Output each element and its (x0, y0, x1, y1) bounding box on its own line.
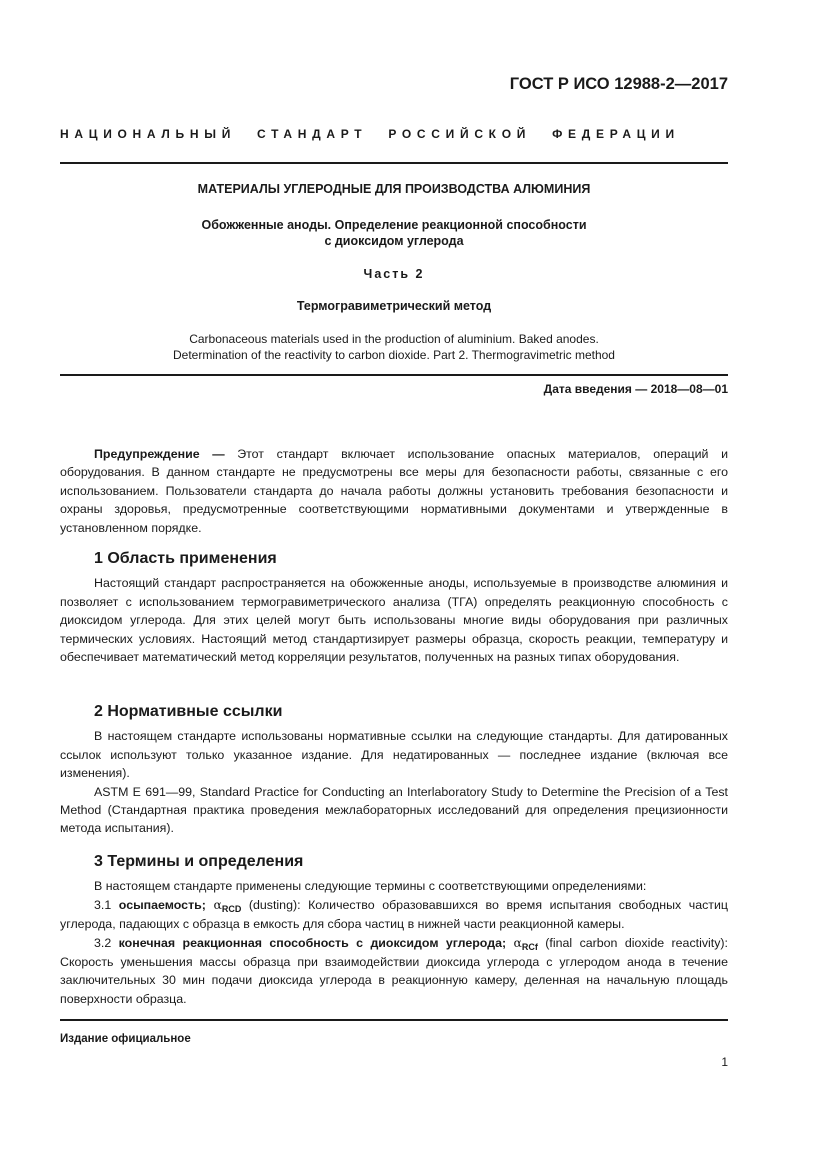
section-paragraph: Настоящий стандарт распространяется на обожженные аноды, используемые в производстве алюминия и позволяет с использованием термогравиметрического анализа (ТГА) определять реакционную способность с диоксидом углерода. Для этих целей могут быть использованы многие виды оборудования при различных термических условиях. Настоящий метод стандартизирует размеры образца, скорость реакции, температуру и обеспечивает математический метод корреляции результатов, полученных на разных типах оборудования. (60, 576, 728, 665)
section-heading: 2 Нормативные ссылки (94, 703, 283, 720)
term-symbol: α (213, 896, 222, 912)
term-name: осыпаемость; (118, 897, 206, 912)
section-paragraph: ASTM E 691—99, Standard Practice for Conducting an Interlaboratory Study to Determine the Precision of a Test Method (Стандартная практика проведения межлабораторных исследований для определения прецизионности метода испытания). (60, 784, 728, 836)
official-edition-label: Издание официальное (60, 1033, 191, 1045)
warning-paragraph (60, 445, 728, 537)
section-heading: 3 Термины и определения (94, 853, 304, 870)
english-title (60, 331, 728, 363)
warning-block (60, 445, 728, 537)
term-text: (final carbon dioxide reactivity): Скорость уменьшения массы образца при взаимодействии диоксида углерода с углеродом анода в течение заключительных 30 мин подачи диоксида углерода в реакционную камеру, деленная на начальную площадь поверхности образца. (60, 935, 728, 1006)
warning-label: Предупреждение — (94, 447, 225, 461)
subtitle-line-2: с диоксидом углерода (324, 234, 464, 248)
english-title-line-2: Determination of the reactivity to carbon dioxide. Part 2. Thermogravimetric method (173, 348, 615, 362)
document-title: МАТЕРИАЛЫ УГЛЕРОДНЫЕ ДЛЯ ПРОИЗВОДСТВА АЛЮМИНИЯ (197, 182, 591, 196)
term-number: 3.1 (94, 897, 119, 912)
term-symbol: α (513, 934, 522, 950)
english-title-line-1: Carbonaceous materials used in the production of aluminium. Baked anodes. (189, 332, 599, 346)
term-subscript: RCf (521, 941, 538, 952)
method-title: Термогравиметрический метод (296, 299, 492, 313)
part-label: Часть 2 (363, 267, 425, 281)
section-paragraph: В настоящем стандарте применены следующие термины с соответствующими определениями: (94, 879, 647, 894)
national-standard-banner: НАЦИОНАЛЬНЫЙ СТАНДАРТ РОССИЙСКОЙ ФЕДЕРАЦИИ (60, 127, 680, 141)
subtitle-line-1: Обожженные аноды. Определение реакционной способности (201, 218, 587, 232)
section-paragraph: В настоящем стандарте использованы нормативные ссылки на следующие стандарты. Для датированных ссылок используют только указанное издание. Для недатированных — последнее издание (включая все изменения). (60, 729, 728, 781)
introduction-date: Дата введения — 2018—08—01 (543, 382, 728, 396)
term-number: 3.2 (94, 935, 119, 950)
section-normative-references (60, 703, 728, 838)
term-subscript: RCD (221, 903, 242, 914)
footer-rule (60, 1019, 728, 1021)
term-definition (60, 934, 728, 1009)
gost-code: ГОСТ Р ИСО 12988-2—2017 (509, 75, 728, 93)
section-heading: 1 Область применения (94, 550, 277, 567)
title-rule (60, 374, 728, 376)
page-number: 1 (721, 1055, 728, 1069)
term-text: (dusting): Количество образовавшихся во время испытания свободных частиц углерода, падающих с образца в емкость для сбора частиц в нижней части реакционной камеры. (60, 897, 728, 932)
section-terms-definitions (60, 853, 728, 1008)
document-subtitle (60, 217, 728, 249)
term-definition (60, 896, 728, 934)
term-name: конечная реакционная способность с диоксидом углерода; (118, 935, 507, 950)
section-scope (60, 550, 728, 666)
warning-text: Этот стандарт включает использование опасных материалов, операций и оборудования. В данном стандарте не предусмотрены все меры для безопасности работы, связанные с его использованием. Пользователи стандарта до начала работы должны установить требования безопасности и охраны здоровья, предусмотренные соответствующими нормативными документами и утвержденные в установленном порядке. (60, 447, 729, 535)
header-rule (60, 162, 728, 164)
